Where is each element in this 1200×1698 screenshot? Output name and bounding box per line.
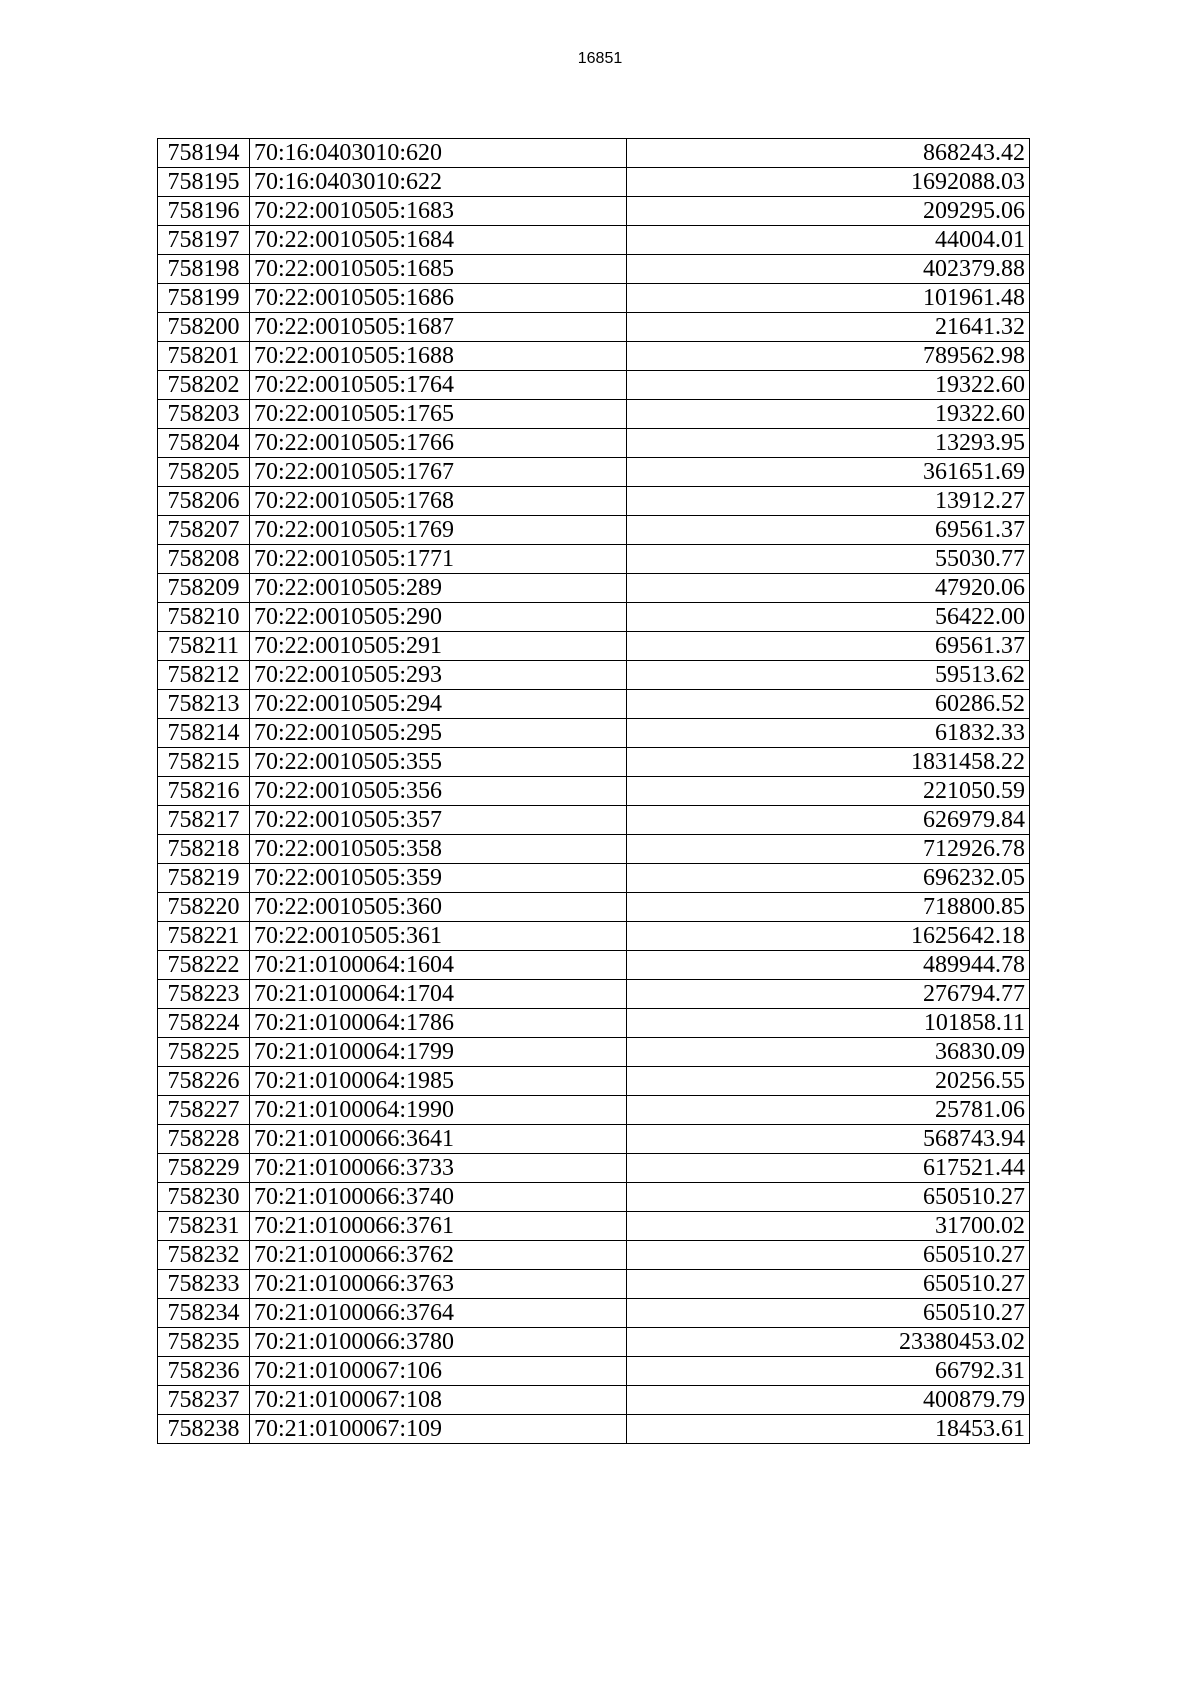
cadastral-number-cell: 70:16:0403010:620 (250, 139, 627, 168)
cadastral-value-cell: 55030.77 (627, 545, 1030, 574)
cadastral-number-cell: 70:21:0100067:109 (250, 1415, 627, 1444)
row-number-cell: 758209 (158, 574, 250, 603)
cadastral-number-cell: 70:22:0010505:1686 (250, 284, 627, 313)
row-number-cell: 758201 (158, 342, 250, 371)
table-row (158, 632, 1030, 661)
table-row (158, 371, 1030, 400)
row-number-cell: 758236 (158, 1357, 250, 1386)
cadastral-number-cell: 70:22:0010505:1685 (250, 255, 627, 284)
row-number-cell: 758214 (158, 719, 250, 748)
cadastral-value-cell: 1831458.22 (627, 748, 1030, 777)
row-number-cell: 758195 (158, 168, 250, 197)
cadastral-number-cell: 70:22:0010505:359 (250, 864, 627, 893)
row-number-cell: 758213 (158, 690, 250, 719)
row-number-cell: 758204 (158, 429, 250, 458)
cadastral-number-cell: 70:22:0010505:1688 (250, 342, 627, 371)
table-row (158, 1038, 1030, 1067)
cadastral-value-cell: 617521.44 (627, 1154, 1030, 1183)
cadastral-number-cell: 70:21:0100066:3641 (250, 1125, 627, 1154)
cadastral-value-cell: 36830.09 (627, 1038, 1030, 1067)
row-number-cell: 758198 (158, 255, 250, 284)
cadastral-number-cell: 70:22:0010505:291 (250, 632, 627, 661)
cadastral-value-cell: 69561.37 (627, 516, 1030, 545)
row-number-cell: 758218 (158, 835, 250, 864)
table-row (158, 574, 1030, 603)
cadastral-number-cell: 70:22:0010505:1684 (250, 226, 627, 255)
cadastral-value-cell: 1625642.18 (627, 922, 1030, 951)
cadastral-number-cell: 70:22:0010505:361 (250, 922, 627, 951)
cadastral-number-cell: 70:22:0010505:355 (250, 748, 627, 777)
table-row (158, 342, 1030, 371)
table-row (158, 1212, 1030, 1241)
table-row (158, 1386, 1030, 1415)
row-number-cell: 758212 (158, 661, 250, 690)
cadastral-value-cell: 61832.33 (627, 719, 1030, 748)
table-row (158, 168, 1030, 197)
table-row (158, 284, 1030, 313)
table-row (158, 1154, 1030, 1183)
table-row (158, 661, 1030, 690)
table-row (158, 1328, 1030, 1357)
cadastral-number-cell: 70:16:0403010:622 (250, 168, 627, 197)
cadastral-value-cell: 1692088.03 (627, 168, 1030, 197)
cadastral-number-cell: 70:21:0100064:1990 (250, 1096, 627, 1125)
row-number-cell: 758235 (158, 1328, 250, 1357)
table-row (158, 1415, 1030, 1444)
cadastral-value-cell: 23380453.02 (627, 1328, 1030, 1357)
cadastral-value-cell: 712926.78 (627, 835, 1030, 864)
cadastral-number-cell: 70:21:0100066:3733 (250, 1154, 627, 1183)
cadastral-value-cell: 47920.06 (627, 574, 1030, 603)
cadastral-value-cell: 650510.27 (627, 1270, 1030, 1299)
table-row (158, 864, 1030, 893)
cadastral-value-cell: 718800.85 (627, 893, 1030, 922)
cadastral-value-cell: 101961.48 (627, 284, 1030, 313)
row-number-cell: 758223 (158, 980, 250, 1009)
cadastral-value-cell: 650510.27 (627, 1183, 1030, 1212)
row-number-cell: 758207 (158, 516, 250, 545)
table-row (158, 980, 1030, 1009)
cadastral-number-cell: 70:22:0010505:289 (250, 574, 627, 603)
cadastral-value-cell: 868243.42 (627, 139, 1030, 168)
cadastral-value-cell: 69561.37 (627, 632, 1030, 661)
table-row (158, 922, 1030, 951)
table-row (158, 1067, 1030, 1096)
table-body (158, 139, 1030, 1444)
cadastral-number-cell: 70:22:0010505:295 (250, 719, 627, 748)
row-number-cell: 758197 (158, 226, 250, 255)
row-number-cell: 758196 (158, 197, 250, 226)
row-number-cell: 758208 (158, 545, 250, 574)
cadastral-number-cell: 70:22:0010505:1766 (250, 429, 627, 458)
cadastral-value-cell: 221050.59 (627, 777, 1030, 806)
cadastral-number-cell: 70:22:0010505:1764 (250, 371, 627, 400)
table-row (158, 777, 1030, 806)
cadastral-number-cell: 70:22:0010505:356 (250, 777, 627, 806)
cadastral-value-cell: 696232.05 (627, 864, 1030, 893)
row-number-cell: 758230 (158, 1183, 250, 1212)
cadastral-value-cell: 18453.61 (627, 1415, 1030, 1444)
cadastral-value-cell: 789562.98 (627, 342, 1030, 371)
row-number-cell: 758194 (158, 139, 250, 168)
table-row (158, 1096, 1030, 1125)
cadastral-number-cell: 70:22:0010505:360 (250, 893, 627, 922)
row-number-cell: 758199 (158, 284, 250, 313)
cadastral-value-cell: 489944.78 (627, 951, 1030, 980)
table-row (158, 545, 1030, 574)
row-number-cell: 758226 (158, 1067, 250, 1096)
cadastral-number-cell: 70:22:0010505:1767 (250, 458, 627, 487)
cadastral-number-cell: 70:22:0010505:357 (250, 806, 627, 835)
cadastral-value-cell: 66792.31 (627, 1357, 1030, 1386)
cadastral-number-cell: 70:21:0100064:1704 (250, 980, 627, 1009)
cadastral-value-cell: 13293.95 (627, 429, 1030, 458)
cadastral-value-cell: 31700.02 (627, 1212, 1030, 1241)
cadastral-value-cell: 21641.32 (627, 313, 1030, 342)
row-number-cell: 758210 (158, 603, 250, 632)
row-number-cell: 758224 (158, 1009, 250, 1038)
table-row (158, 1357, 1030, 1386)
cadastral-number-cell: 70:22:0010505:293 (250, 661, 627, 690)
table-row (158, 400, 1030, 429)
cadastral-value-cell: 209295.06 (627, 197, 1030, 226)
table-row (158, 893, 1030, 922)
table-row (158, 1241, 1030, 1270)
cadastral-value-cell: 44004.01 (627, 226, 1030, 255)
row-number-cell: 758228 (158, 1125, 250, 1154)
row-number-cell: 758202 (158, 371, 250, 400)
cadastral-number-cell: 70:22:0010505:294 (250, 690, 627, 719)
table-row (158, 458, 1030, 487)
row-number-cell: 758220 (158, 893, 250, 922)
cadastral-value-cell: 59513.62 (627, 661, 1030, 690)
cadastral-number-cell: 70:22:0010505:358 (250, 835, 627, 864)
table-row (158, 1183, 1030, 1212)
table-row (158, 1125, 1030, 1154)
cadastral-value-cell: 25781.06 (627, 1096, 1030, 1125)
table-row (158, 255, 1030, 284)
cadastral-number-cell: 70:22:0010505:1769 (250, 516, 627, 545)
cadastral-number-cell: 70:21:0100064:1604 (250, 951, 627, 980)
cadastral-number-cell: 70:22:0010505:1687 (250, 313, 627, 342)
row-number-cell: 758216 (158, 777, 250, 806)
row-number-cell: 758221 (158, 922, 250, 951)
cadastral-value-cell: 20256.55 (627, 1067, 1030, 1096)
cadastral-value-cell: 56422.00 (627, 603, 1030, 632)
cadastral-value-cell: 650510.27 (627, 1241, 1030, 1270)
row-number-cell: 758227 (158, 1096, 250, 1125)
row-number-cell: 758217 (158, 806, 250, 835)
row-number-cell: 758229 (158, 1154, 250, 1183)
table-row (158, 1299, 1030, 1328)
table-row (158, 806, 1030, 835)
row-number-cell: 758205 (158, 458, 250, 487)
cadastral-value-cell: 650510.27 (627, 1299, 1030, 1328)
table-row (158, 197, 1030, 226)
row-number-cell: 758200 (158, 313, 250, 342)
table-row (158, 748, 1030, 777)
cadastral-number-cell: 70:21:0100066:3740 (250, 1183, 627, 1212)
cadastral-number-cell: 70:21:0100066:3761 (250, 1212, 627, 1241)
row-number-cell: 758232 (158, 1241, 250, 1270)
table-row (158, 951, 1030, 980)
table-row (158, 429, 1030, 458)
table-row (158, 313, 1030, 342)
cadastral-value-cell: 626979.84 (627, 806, 1030, 835)
cadastral-value-cell: 400879.79 (627, 1386, 1030, 1415)
row-number-cell: 758237 (158, 1386, 250, 1415)
cadastral-number-cell: 70:22:0010505:1765 (250, 400, 627, 429)
table-row (158, 603, 1030, 632)
row-number-cell: 758215 (158, 748, 250, 777)
row-number-cell: 758225 (158, 1038, 250, 1067)
cadastral-number-cell: 70:21:0100066:3780 (250, 1328, 627, 1357)
row-number-cell: 758203 (158, 400, 250, 429)
row-number-cell: 758222 (158, 951, 250, 980)
table-row (158, 719, 1030, 748)
table-row (158, 516, 1030, 545)
cadastral-number-cell: 70:21:0100067:106 (250, 1357, 627, 1386)
cadastral-value-cell: 276794.77 (627, 980, 1030, 1009)
cadastral-value-cell: 361651.69 (627, 458, 1030, 487)
cadastral-value-cell: 19322.60 (627, 371, 1030, 400)
cadastral-value-cell: 101858.11 (627, 1009, 1030, 1038)
cadastral-number-cell: 70:22:0010505:290 (250, 603, 627, 632)
cadastral-number-cell: 70:22:0010505:1768 (250, 487, 627, 516)
table-row (158, 487, 1030, 516)
cadastral-number-cell: 70:21:0100067:108 (250, 1386, 627, 1415)
table-row (158, 835, 1030, 864)
page-number: 16851 (577, 50, 623, 67)
table-row (158, 1009, 1030, 1038)
cadastral-value-cell: 60286.52 (627, 690, 1030, 719)
cadastral-number-cell: 70:22:0010505:1683 (250, 197, 627, 226)
cadastral-number-cell: 70:21:0100064:1799 (250, 1038, 627, 1067)
row-number-cell: 758234 (158, 1299, 250, 1328)
table-row (158, 690, 1030, 719)
cadastral-value-table (157, 138, 1030, 1444)
cadastral-value-cell: 568743.94 (627, 1125, 1030, 1154)
cadastral-value-cell: 19322.60 (627, 400, 1030, 429)
row-number-cell: 758233 (158, 1270, 250, 1299)
table-row (158, 139, 1030, 168)
table-row (158, 226, 1030, 255)
table-row (158, 1270, 1030, 1299)
cadastral-number-cell: 70:21:0100064:1985 (250, 1067, 627, 1096)
cadastral-number-cell: 70:22:0010505:1771 (250, 545, 627, 574)
cadastral-number-cell: 70:21:0100066:3763 (250, 1270, 627, 1299)
row-number-cell: 758211 (158, 632, 250, 661)
cadastral-value-cell: 13912.27 (627, 487, 1030, 516)
row-number-cell: 758219 (158, 864, 250, 893)
cadastral-value-cell: 402379.88 (627, 255, 1030, 284)
cadastral-number-cell: 70:21:0100064:1786 (250, 1009, 627, 1038)
cadastral-number-cell: 70:21:0100066:3762 (250, 1241, 627, 1270)
row-number-cell: 758206 (158, 487, 250, 516)
row-number-cell: 758238 (158, 1415, 250, 1444)
cadastral-number-cell: 70:21:0100066:3764 (250, 1299, 627, 1328)
row-number-cell: 758231 (158, 1212, 250, 1241)
